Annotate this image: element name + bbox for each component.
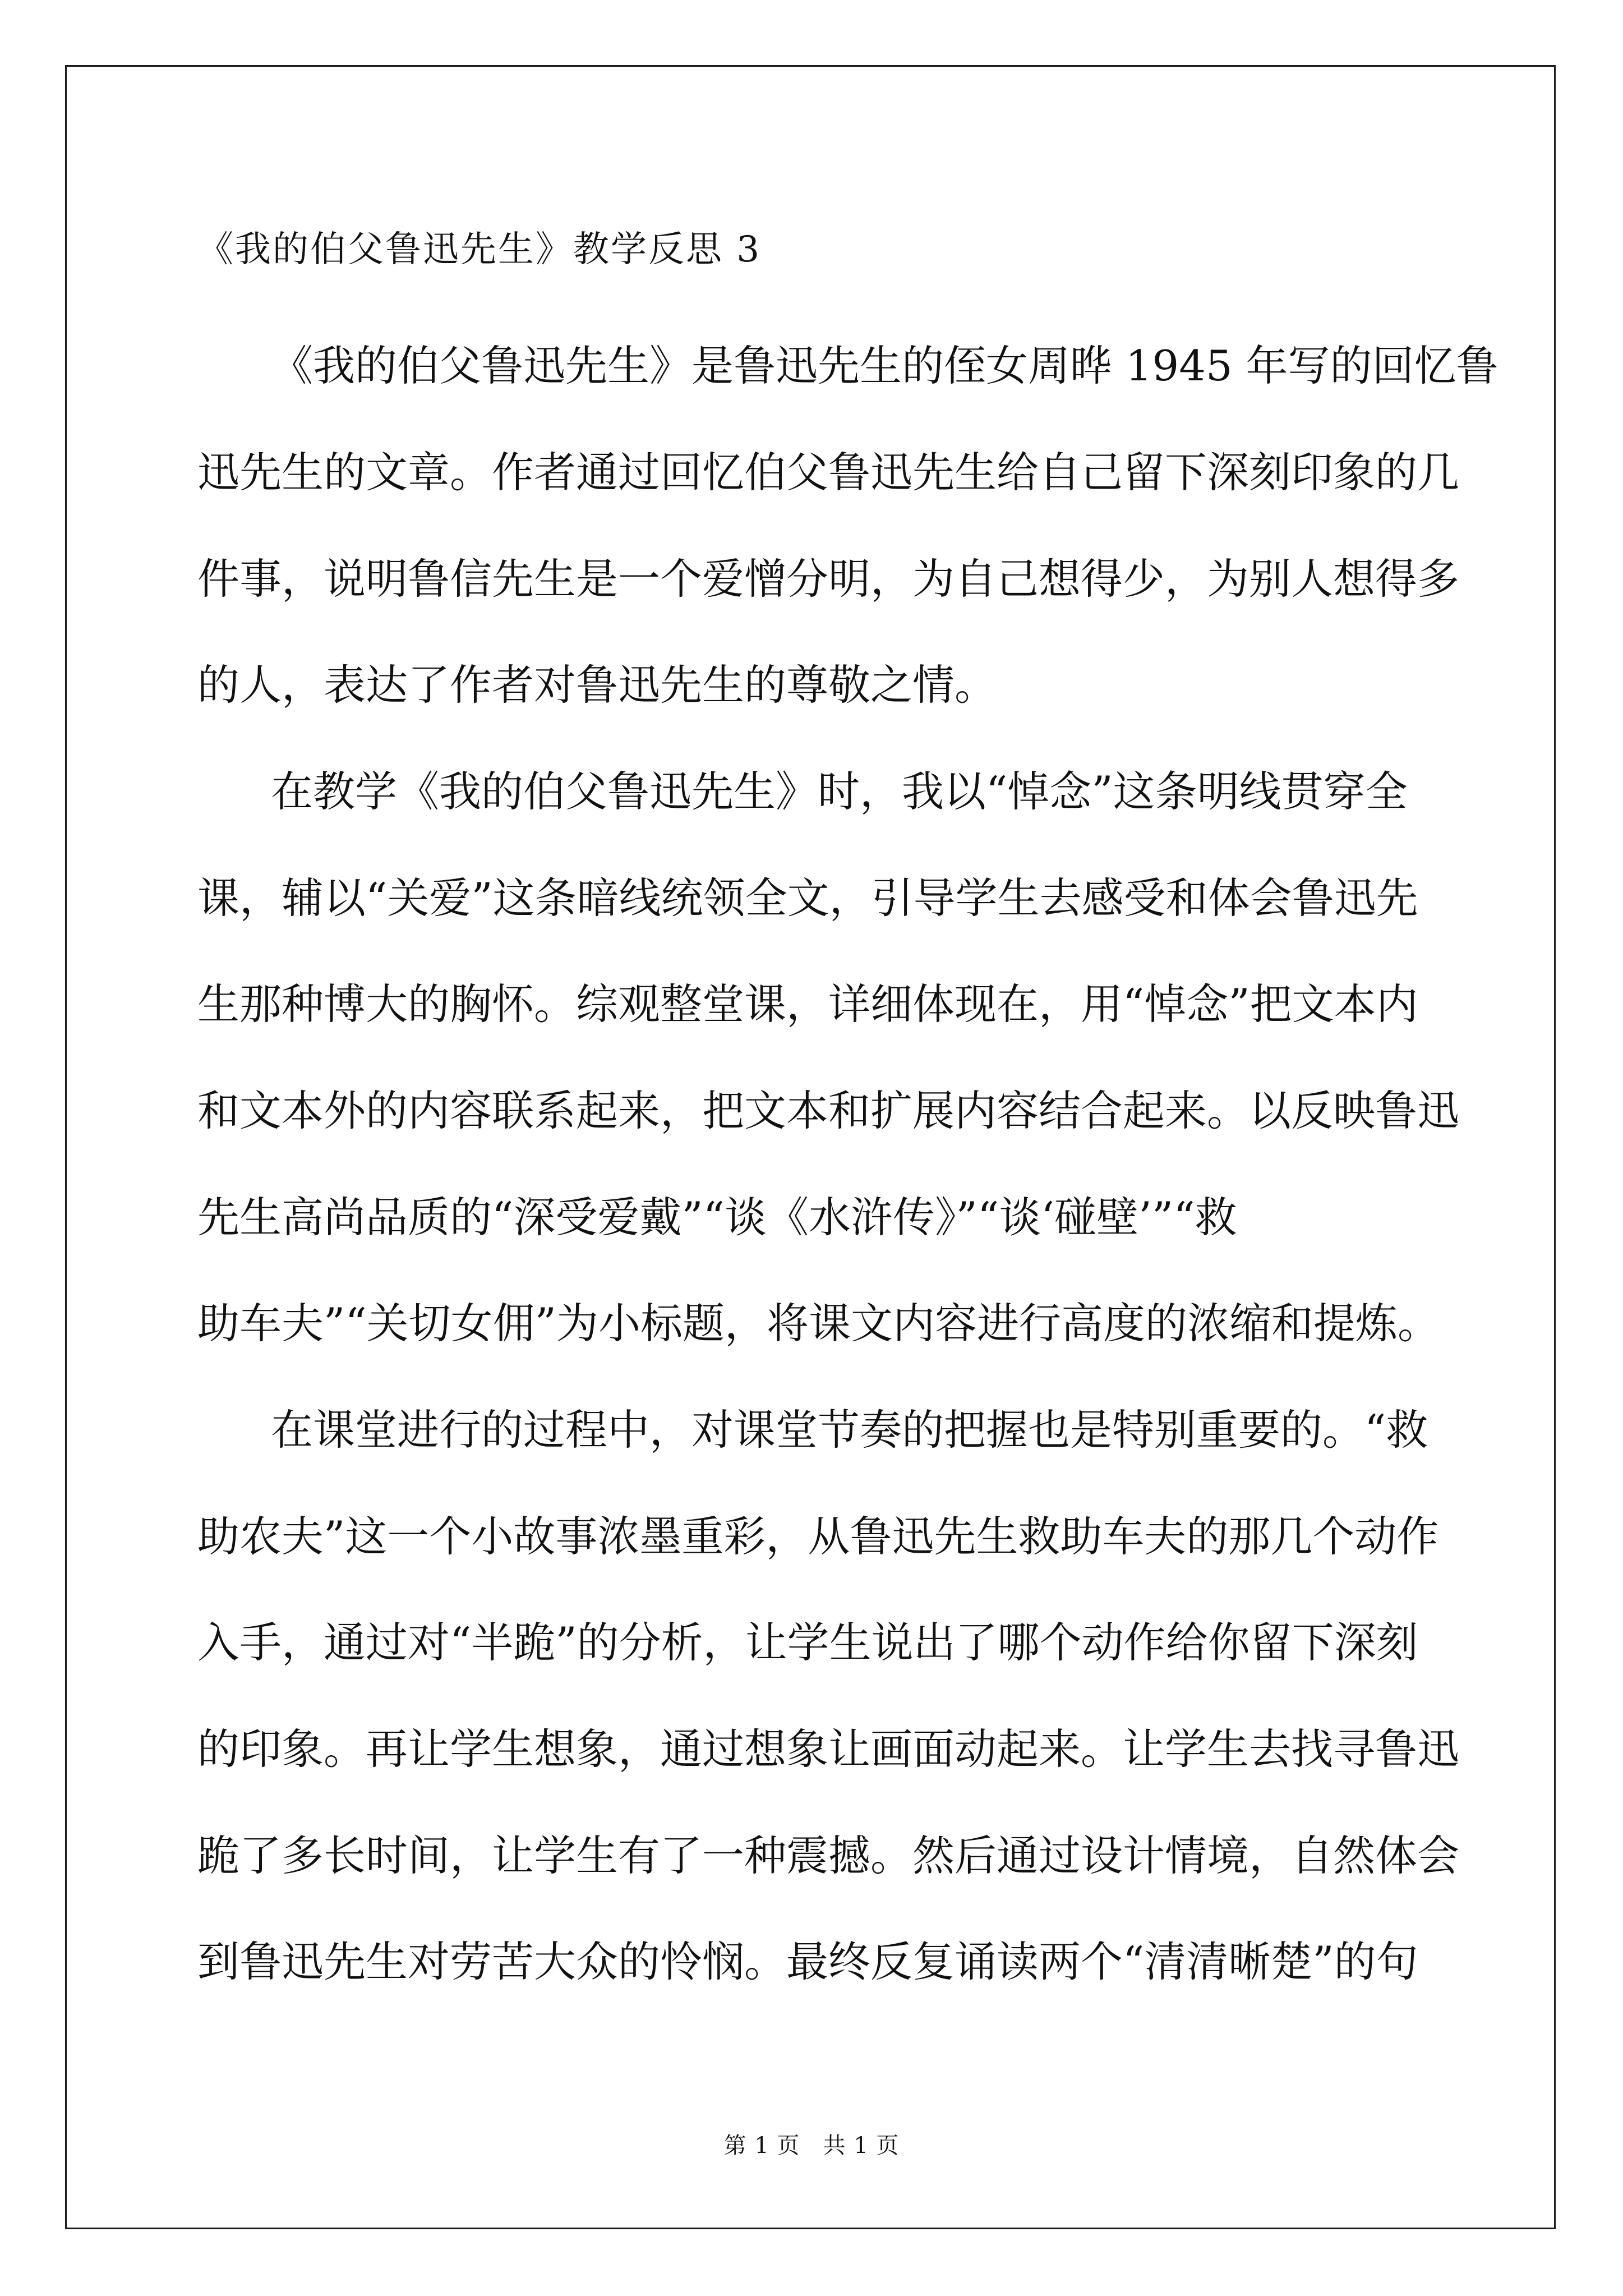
text-line-16: 到鲁迅先生对劳苦大众的怜悯。最终反复诵读两个“清清晰楚”的句 [197,1937,1418,1986]
text-line-6: 课，辅以“关爱”这条暗线统领全文，引导学生去感受和体会鲁迅先 [197,873,1418,923]
text-line-10: 助车夫”“关切女佣”为小标题，将课文内容进行高度的浓缩和提炼。 [197,1299,1440,1348]
text-line-12: 助农夫”这一个小故事浓墨重彩，从鲁迅先生救助车夫的那几个动作 [197,1512,1439,1561]
text-line-13: 入手，通过对“半跪”的分析，让学生说出了哪个动作给你留下深刻 [197,1618,1418,1667]
text-line-1: 《我的伯父鲁迅先生》是鲁迅先生的侄女周晔 1945 年写的回忆鲁 [271,341,1498,390]
text-line-3: 件事，说明鲁信先生是一个爱憎分明，为自己想得少，为别人想得多 [197,554,1460,604]
text-line-4: 的人，表达了作者对鲁迅先生的尊敬之情。 [197,660,997,710]
text-line-14: 的印象。再让学生想象，通过想象让画面动起来。让学生去找寻鲁迅 [197,1724,1460,1774]
text-line-8: 和文本外的内容联系起来，把文本和扩展内容结合起来。以反映鲁迅 [197,1086,1460,1135]
text-line-9: 先生高尚品质的“深受爱戴”“谈《水浒传》”“谈‘碰壁’”“救 [197,1193,1237,1242]
text-line-7: 生那种博大的胸怀。综观整堂课，详细体现在，用“悼念”把文本内 [197,979,1418,1029]
text-line-15: 跪了多长时间，让学生有了一种震撼。然后通过设计情境，自然体会 [197,1831,1460,1880]
text-line-5: 在教学《我的伯父鲁迅先生》时，我以“悼念”这条明线贯穿全 [271,767,1408,816]
text-line-11: 在课堂进行的过程中，对课堂节奏的把握也是特别重要的。“救 [271,1405,1428,1455]
text-line-2: 迅先生的文章。作者通过回忆伯父鲁迅先生给自己留下深刻印象的几 [197,448,1460,497]
page-footer: 第 1 页 共 1 页 [723,2133,900,2159]
document-title: 《我的伯父鲁迅先生》教学反思 3 [197,229,762,270]
